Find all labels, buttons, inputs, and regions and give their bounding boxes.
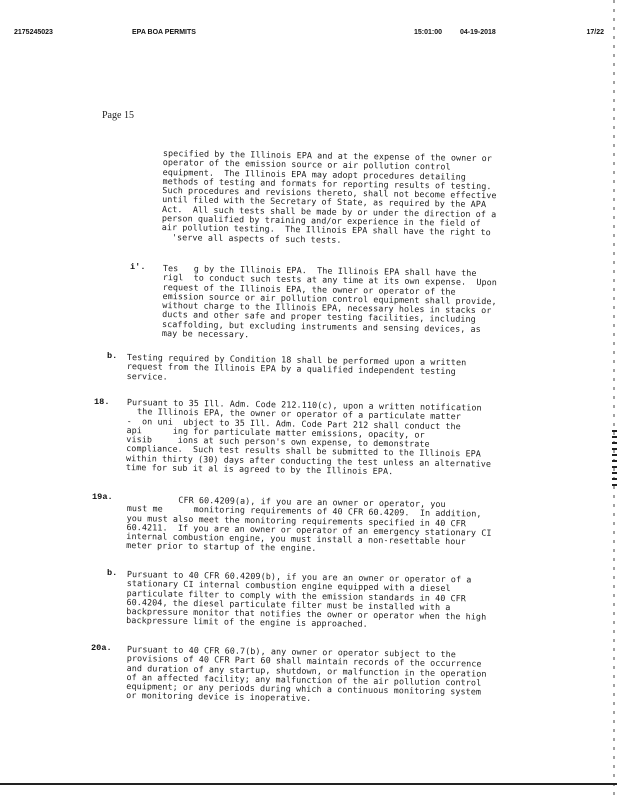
section-marker: 20a.: [91, 643, 112, 653]
fax-sender-name: EPA BOA PERMITS: [132, 29, 196, 36]
page-number-label: Page 15: [102, 110, 134, 121]
bottom-scan-rule: [0, 783, 617, 785]
fax-page-count: 17/22: [586, 29, 604, 36]
scan-edge-marks: [613, 0, 615, 800]
section-marker: 18.: [94, 397, 110, 407]
scan-edge-tick: [612, 430, 617, 490]
section-marker: i'.: [130, 262, 146, 272]
paragraph-testing-by-epa: Tes g by the Illinois EPA. The Illinois EPA shall have the rigl to conduct such tests at any time at its own expense. Upon request of the Illinois EPA, the owner or operator of the emission source or air pollution control equipment shall provide, without charge to the Illinois EPA, necessary holes in stacks or ducts and other safe and proper testing facilities, including scaffolding, but excluding instruments and sensing devices, as may be necessary.: [161, 263, 498, 340]
paragraph-condition-19b: Pursuant to 40 CFR 60.4209(b), if you are an owner or operator of a stationary CI internal combustion engine equipped with a diesel particulate filter to comply with the emission standards in 40 CFR 60.4204, the diesel particulate filter must be installed with a backpressure monitor that notifies the owner or operator when the high backpressure limit of the engine is approached.: [126, 569, 487, 630]
paragraph-continuation: specified by the Illinois EPA and at the expense of the owner or operator of the emission source or air pollution control equipment. The Illinois EPA may adopt procedures detailing methods of testing and formats for reporting results of testing. Such procedures and revisions thereto, shall not become effective until filed with the Secretary of State, as required by the APA Act. All such tests shall be made by or under the direction of a person qualified by training and/or experience in the field of air pollution testing. The Illinois EPA shall have the right to 'serve all aspects of such tests.: [161, 148, 497, 245]
paragraph-testing-required: Testing required by Condition 18 shall be performed upon a written request from the Illinois EPA by a qualified independent testing service.: [126, 352, 467, 382]
section-marker: 19a.: [92, 492, 113, 502]
fax-header: [14, 29, 604, 41]
fax-time: 15:01:00: [414, 29, 443, 36]
fax-date: 04-19-2018: [460, 29, 496, 36]
fax-phone-number: 2175245023: [14, 29, 53, 36]
paragraph-condition-20a: Pursuant to 40 CFR 60.7(b), any owner or operator subject to the provisions of 40 CFR Part 60 shall maintain records of the occurrence and duration of any startup, shutdown, or malfunction in the operation of an affected facility; any malfunction of the air pollution control equipment; or any periods during which a continuous monitoring system or monitoring device is inoperative.: [126, 644, 487, 704]
section-marker: b.: [107, 568, 118, 578]
section-marker: b.: [107, 351, 118, 361]
paragraph-condition-18: Pursuant to 35 Ill. Adm. Code 212.110(c), upon a written notification the Illinois EPA, the owner or operator of a particulate matter - on uni ubject to 35 Ill. Adm. Code Part 212 shall conduct the api ing for particulate matter emissions, opacity, or visib ions at such person's own expense, to demonstrate compliance. Such test results shall be submitted to the Illinois EPA within thirty (30) days after conducting the test unless an alternative time for sub it al is agreed to by the Illinois EPA.: [125, 397, 492, 477]
paragraph-condition-19a: CFR 60.4209(a), if you are an owner or operator, you must me monitoring requirements of 40 CFR 60.4209. In addition, you must also meet the monitoring requirements specified in 40 CFR 60.4211. If you are an owner or operator of an emergency stationary CI internal combustion engine, you must install a non-resettable hour meter prior to startup of the engine.: [126, 494, 492, 554]
